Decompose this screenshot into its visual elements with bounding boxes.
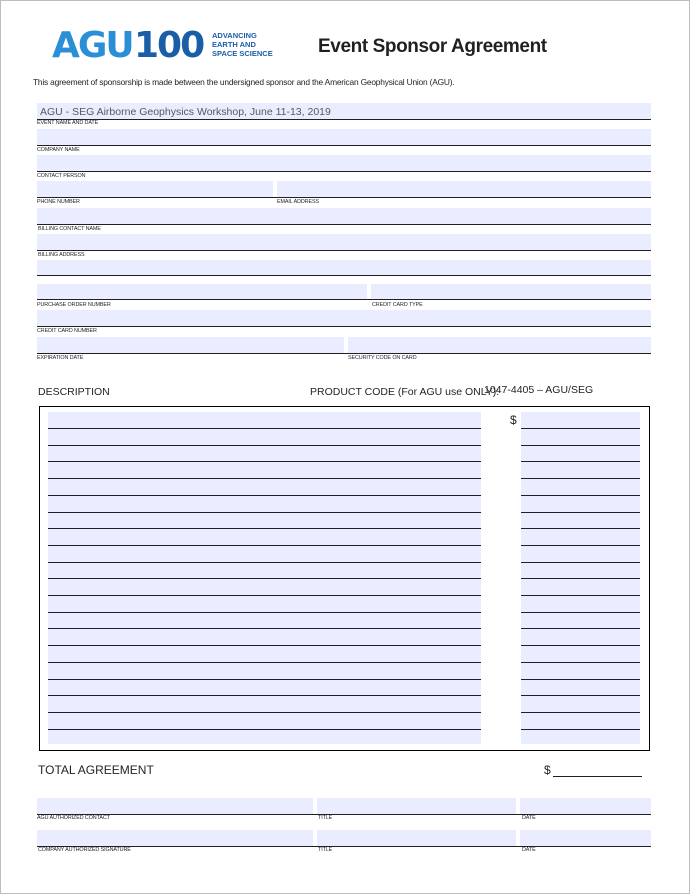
event-name-value: AGU - SEG Airborne Geophysics Workshop, June 11-13, 2019 [40,106,331,118]
amount-line[interactable] [521,628,640,629]
company-signature-label: COMPANY AUTHORIZED SIGNATURE [38,847,131,853]
credit-card-type-field[interactable] [371,284,651,299]
field-rule [37,353,651,354]
security-code-label: SECURITY CODE ON CARD [348,355,417,361]
logo-tagline [212,31,273,58]
description-line[interactable] [48,478,481,479]
description-line[interactable] [48,528,481,529]
amount-line[interactable] [521,528,640,529]
intro-text: This agreement of sponsorship is made between the undersigned sponsor and the American Geophysical Union (AGU). [33,77,455,87]
description-line[interactable] [48,495,481,496]
amount-line[interactable] [521,595,640,596]
description-line[interactable] [48,562,481,563]
email-label: EMAIL ADDRESS [277,199,319,205]
amount-line[interactable] [521,478,640,479]
purchase-order-label: PURCHASE ORDER NUMBER [37,302,111,308]
description-line[interactable] [48,662,481,663]
credit-card-number-label: CREDIT CARD NUMBER [37,328,97,334]
amount-line[interactable] [521,645,640,646]
company-name-label: COMPANY NAME [37,147,80,153]
description-line[interactable] [48,695,481,696]
credit-card-type-label: CREDIT CARD TYPE [372,302,423,308]
event-name-label: EVENT NAME AND DATE [37,120,99,126]
agu-date-label: DATE [522,815,536,821]
description-heading: DESCRIPTION [38,386,110,398]
amount-line[interactable] [521,545,640,546]
contact-person-field[interactable] [37,155,651,171]
amount-line[interactable] [521,562,640,563]
amount-line[interactable] [521,495,640,496]
description-line[interactable] [48,428,481,429]
field-rule [37,224,651,225]
description-line[interactable] [48,645,481,646]
company-date-field[interactable] [520,830,651,846]
company-title-field[interactable] [317,830,516,846]
credit-card-number-field[interactable] [37,310,651,326]
agu-contact-field[interactable] [37,798,313,814]
amount-line[interactable] [521,695,640,696]
security-code-field[interactable] [348,337,651,353]
field-rule [37,145,651,146]
company-signature-field[interactable] [37,830,313,846]
description-line[interactable] [48,512,481,513]
logo-tagline-line: SPACE SCIENCE [212,49,273,58]
billing-address-label: BILLING ADDRESS [38,252,85,258]
amount-line[interactable] [521,662,640,663]
amount-line[interactable] [521,612,640,613]
contact-person-label: CONTACT PERSON [37,173,86,179]
field-rule [37,197,651,198]
description-line[interactable] [48,461,481,462]
document-title: Event Sponsor Agreement [318,36,547,57]
billing-contact-field[interactable] [37,208,651,224]
total-agreement-label: TOTAL AGREEMENT [38,763,154,777]
agu-contact-label: AGU AUTHORIZED CONTACT [37,815,110,821]
amount-line[interactable] [521,712,640,713]
description-line[interactable] [48,445,481,446]
purchase-order-field[interactable] [37,284,367,299]
amount-dollar-sign: $ [510,413,517,427]
total-dollar-sign: $ [544,763,551,777]
amount-line[interactable] [521,512,640,513]
description-line[interactable] [48,595,481,596]
amount-line[interactable] [521,445,640,446]
amount-line[interactable] [521,729,640,730]
product-code-label: PRODUCT CODE (For AGU use ONLY): [310,386,500,398]
description-line[interactable] [48,679,481,680]
billing-address-field[interactable] [37,234,651,250]
field-rule [37,275,651,276]
expiration-date-field[interactable] [37,337,344,353]
field-rule [37,299,651,300]
description-line[interactable] [48,612,481,613]
billing-address-field-line2[interactable] [37,260,651,275]
phone-field[interactable] [37,181,273,197]
logo-agu-text: AGU [52,25,133,66]
field-rule [37,119,651,120]
description-line[interactable] [48,729,481,730]
logo-tagline-line: EARTH AND [212,40,256,49]
amount-line[interactable] [521,578,640,579]
company-date-label: DATE [522,847,536,853]
amount-line[interactable] [521,428,640,429]
company-title-label: TITLE [318,847,333,853]
product-code-value: 1047-4405 – AGU/SEG [484,384,594,396]
description-line[interactable] [48,712,481,713]
logo-tagline-line: ADVANCING [212,31,257,40]
agu-title-field[interactable] [317,798,516,814]
amount-line[interactable] [521,461,640,462]
description-line[interactable] [48,578,481,579]
expiration-date-label: EXPIRATION DATE [37,355,84,361]
description-line[interactable] [48,545,481,546]
agu-date-field[interactable] [520,798,651,814]
field-rule [37,326,651,327]
phone-label: PHONE NUMBER [37,199,80,205]
company-name-field[interactable] [37,129,651,145]
field-rule [37,814,651,815]
agu100-logo [52,25,277,66]
amount-line[interactable] [521,679,640,680]
total-amount-line[interactable] [553,776,642,777]
logo-100-text: 100 [134,25,204,66]
billing-contact-label: BILLING CONTACT NAME [38,226,101,232]
description-line[interactable] [48,628,481,629]
agu-title-label: TITLE [318,815,333,821]
field-rule [37,250,651,251]
field-rule [37,171,651,172]
email-field[interactable] [277,181,651,197]
